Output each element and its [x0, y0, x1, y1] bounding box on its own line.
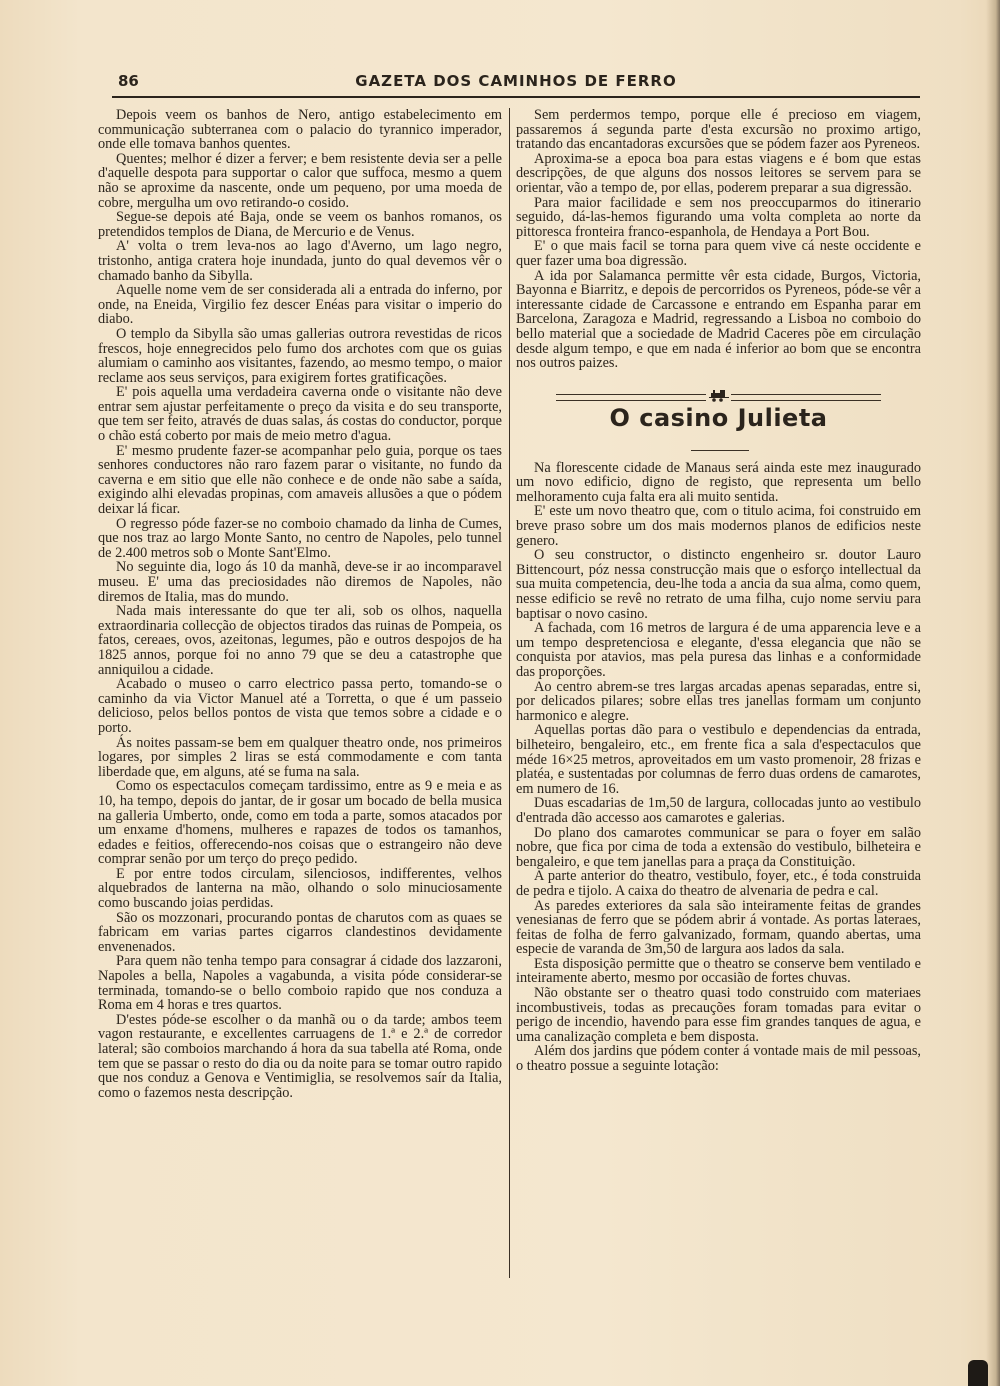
title-underline	[691, 450, 749, 451]
paragraph: A parte anterior do theatro, vestibulo, foyer, etc., é toda construida de pedra e tijolo. A caixa do theatro de alvenaria de pedra e cal.	[516, 868, 921, 899]
page-edge-shadow	[986, 0, 1000, 1386]
paragraph: As paredes exteriores da sala são inteiramente feitas de grandes venesianas de ferro que se pódem abrir á vontade. As portas lateraes, feitas de folha de ferro galvanizado, formam, quando abertas, uma especie de varanda de 3m,50 de largura aos lados da sala.	[516, 897, 921, 958]
paragraph: Sem perdermos tempo, porque elle é precioso em viagem, passaremos á segunda parte d'esta excursão no proximo artigo, tratando das encantadoras excursões que se pódem fazer aos Pyreneos.	[516, 107, 921, 153]
paragraph: Ao centro abrem-se tres largas arcadas apenas separadas, entre si, por delicados pilares; sobre ellas tres janellas formam um conjunto harmonico e alegre.	[516, 678, 921, 724]
paragraph: A' volta o trem leva-nos ao lago d'Averno, um lago negro, tristonho, antiga cratera hoje inundada, junto do qual devemos vêr o chamado banho da Sibylla.	[98, 238, 502, 284]
page-number: 86	[118, 72, 139, 90]
right-column	[516, 108, 921, 1074]
ornament-rule-right	[731, 394, 881, 401]
paragraph: Como os espectaculos começam tardissimo, entre as 9 e meia e as 10, ha tempo, depois do jantar, de ir gosar um bocado de bella musica na galleria Umberto, onde, como em toda a parte, somos atacados por um enxame d'homens, mulheres e rapazes de todos os tamanhos, edades e feitios, offerecendo-nos coisas que o estrangeiro não deve comprar senão por um terço do preço pedido.	[98, 778, 502, 868]
locomotive-ornament-icon	[709, 388, 729, 402]
paragraph: Nada mais interessante do que ter ali, sob os olhos, naquella extraordinaria collecção de objectos tirados das ruinas de Pompeia, os fatos, cereaes, ovos, azeitonas, legumes, pão e outros despojos de ha 1825 annos, porque foi no anno 79 que se deu a catastrophe que anniquilou a cidade.	[98, 603, 502, 678]
paragraph: Para maior facilidade e sem nos preoccuparmos do itinerario seguido, dá-las-hemos figurando uma volta completa ao norte da pittoresca fronteira franco-espanhola, de Hendaya a Port Bou.	[516, 194, 921, 240]
paragraph: Não obstante ser o theatro quasi todo construido com materiaes incombustiveis, todas as precauções foram tomadas para evitar o perigo de incendio, havendo para esse fim grandes tanques de agua, e uma canalização completa e bem disposta.	[516, 985, 921, 1045]
left-column	[98, 108, 502, 1100]
article-title: O casino Julieta	[609, 403, 828, 432]
ornament-rule-left	[556, 394, 706, 401]
paragraph: Esta disposição permitte que o theatro se conserve bem ventilado e inteiramente aberto, mesmo por occasião de fortes chuvas.	[516, 955, 921, 987]
paragraph: Ás noites passam-se bem em qualquer theatro onde, nos primeiros logares, por simples 2 liras se está commodamente e com tanta liberdade que, em alguns, até se fuma na sala.	[98, 734, 502, 780]
paragraph: Aquellas portas dão para o vestibulo e dependencias da entrada, bilheteiro, bengaleiro, etc., em frente fica a sala d'espectaculos que méde 16×25 metros, aproveitados em um vasto promenoir, 28 frizas e platéa, e sustentadas por columnas de ferro duas ordens de camarotes, em numero de 16.	[516, 722, 921, 797]
paragraph: E' mesmo prudente fazer-se acompanhar pelo guia, porque os taes senhores conductores não raro fazem parar o visitante, no fundo da caverna e em sitio que elle não conhece e de onde não sabe a saída, exigindo alhi elevadas propinas, com amaveis allusões a que o pódem deixar lá ficar.	[98, 442, 502, 518]
paragraph: Do plano dos camarotes communicar se para o foyer em salão nobre, que fica por cima de toda a extensão do vestibulo, bilheteira e bengaleiro, e que tem janellas para a praça da Constituição.	[516, 824, 921, 870]
paragraph: Aquelle nome vem de ser considerada ali a entrada do inferno, por onde, na Eneida, Virgilio fez descer Enéas para visitar o imperio do diabo.	[98, 282, 502, 328]
paragraph: E' o que mais facil se torna para quem vive cá neste occidente e quer fazer uma boa digressão.	[516, 238, 921, 269]
page-header	[112, 70, 920, 98]
paragraph: O templo da Sibylla são umas gallerias outrora revestidas de ricos frescos, hoje ennegrecidos pelo fumo dos archotes com que os guias alumiam o caminho aos visitantes, fazendo, ao mesmo tempo, o maior reclame aos seus serviços, para exigirem fortes gratificações.	[98, 325, 502, 386]
paragraph: A fachada, com 16 metros de largura é de uma apparencia leve e a um tempo despretenciosa e elegante, d'essa elegancia que não se conquista por atavios, mas pela puresa das linhas e a conformidade das proporções.	[516, 620, 921, 680]
paragraph: D'estes póde-se escolher o da manhã ou o da tarde; ambos teem vagon restaurante, e excellentes carruagens de 1.ª e 2.ª de corredor lateral; são comboios marchando á hora da sua tabella até Roma, onde tem que se passar o resto do dia ou da noite para se tomar outro rapido que nos conduz a Genova e Ventimiglia, se resolvemos saír da Italia, como o fazemos nesta descripção.	[98, 1011, 502, 1101]
paragraph: O regresso póde fazer-se no comboio chamado da linha de Cumes, que nos traz ao largo Monte Santo, no centro de Napoles, pelo tunnel de 2.400 metros sob o Monte Sant'Elmo.	[98, 515, 502, 561]
column-divider	[509, 108, 510, 1278]
header-rule	[112, 96, 920, 98]
paragraph: Na florescente cidade de Manaus será ainda este mez inaugurado um novo edificio, digno de registo, que representa um bello melhoramento cuja falta era ali muito sentida.	[516, 459, 921, 505]
running-title: GAZETA DOS CAMINHOS DE FERRO	[355, 72, 677, 90]
paragraph: São os mozzonari, procurando pontas de charutos com as quaes se fabricam em varias partes cigarros clandestinos devidamente envenenados.	[98, 909, 502, 955]
paragraph: Aproxima-se a epoca boa para estas viagens e é bom que estas descripções, de que alguns dos nossos leitores se servem para se orientar, vão a tempo de, por ellas, poderem preparar a sua digressão.	[516, 150, 921, 196]
paragraph: E' este um novo theatro que, com o titulo acima, foi construido em breve praso sobre um dos mais modernos planos de edificios neste genero.	[516, 503, 921, 549]
page-corner-stain	[968, 1360, 988, 1386]
paragraph: E' pois aquella uma verdadeira caverna onde o visitante não deve entrar sem ajustar perfeitamente o preço da visita e do seu transporte, que tem ser feito, através de duas salas, ás costas do conductor, porque o chão está coberto por mais de meio metro d'agua.	[98, 384, 502, 445]
paragraph: Para quem não tenha tempo para consagrar á cidade dos lazzaroni, Napoles a bella, Napoles a vagabunda, a visita póde considerar-se terminada, tomando-se o bello comboio rapido que nos conduza a Roma em 4 horas e tres quartos.	[98, 953, 502, 1014]
paragraph: Além dos jardins que pódem conter á vontade mais de mil pessoas, o theatro possue a seguinte lotação:	[516, 1043, 921, 1075]
paragraph: O seu constructor, o distincto engenheiro sr. doutor Lauro Bittencourt, póz nessa construcção mais que o esforço intellectual da sua muita competencia, deu-lhe toda a ancia da sua alma, como quem, nesse edificio se revê no retrato de uma filha, cujo nome serviu para baptisar o novo casino.	[516, 547, 921, 622]
paragraph: Duas escadarias de 1m,50 de largura, collocadas junto ao vestibulo d'entrada dão accesso aos camarotes e galerias.	[516, 795, 921, 826]
previous-article-end	[516, 108, 921, 371]
article-heading	[516, 381, 921, 461]
paragraph: Depois veem os banhos de Nero, antigo estabelecimento em communicação subterranea com o palacio do tyrannico imperador, onde elle tomava banhos quentes.	[98, 107, 502, 153]
paragraph: Quentes; melhor é dizer a ferver; e bem resistente devia ser a pelle d'aquelle despota para supportar o calor que suffoca, mesmo a quem não se aproxime da nascente, onde um pequeno, por uma moeda de cobre, mergulha um ovo retirando-o cosido.	[98, 150, 502, 211]
article-body	[516, 461, 921, 1074]
paragraph: A ida por Salamanca permitte vêr esta cidade, Burgos, Victoria, Bayonna e Biarritz, e depois de percorridos os Pyreneos, póde-se vêr a interessante cidade de Carcassone e entrando em Espanha parar em Barcelona, Zaragoza e Madrid, regressando a Lisboa no comboio do bello material que a sociedade de Madrid Caceres põe em circulação desde algum tempo, e que em nada é inferior ao bom que se encontra nos outros paizes.	[516, 267, 921, 372]
paragraph: No seguinte dia, logo ás 10 da manhã, deve-se ir ao incomparavel museu. E' uma das preciosidades não diremos de Napoles, não diremos de Italia, mas do mundo.	[98, 559, 502, 605]
paragraph: Segue-se depois até Baja, onde se veem os banhos romanos, os pretendidos templos de Diana, de Mercurio e de Venus.	[98, 209, 502, 240]
paragraph: E por entre todos circulam, silenciosos, indifferentes, velhos alquebrados de lanterna na mão, olhando o solo minuciosamente como buscando joias perdidas.	[98, 865, 502, 912]
paragraph: Acabado o museo o carro electrico passa perto, tomando-se o caminho da via Victor Manuel até a Torretta, o que é um passeio delicioso, pelos bellos pontos de vista que temos sobre a cidade e o porto.	[98, 676, 502, 736]
